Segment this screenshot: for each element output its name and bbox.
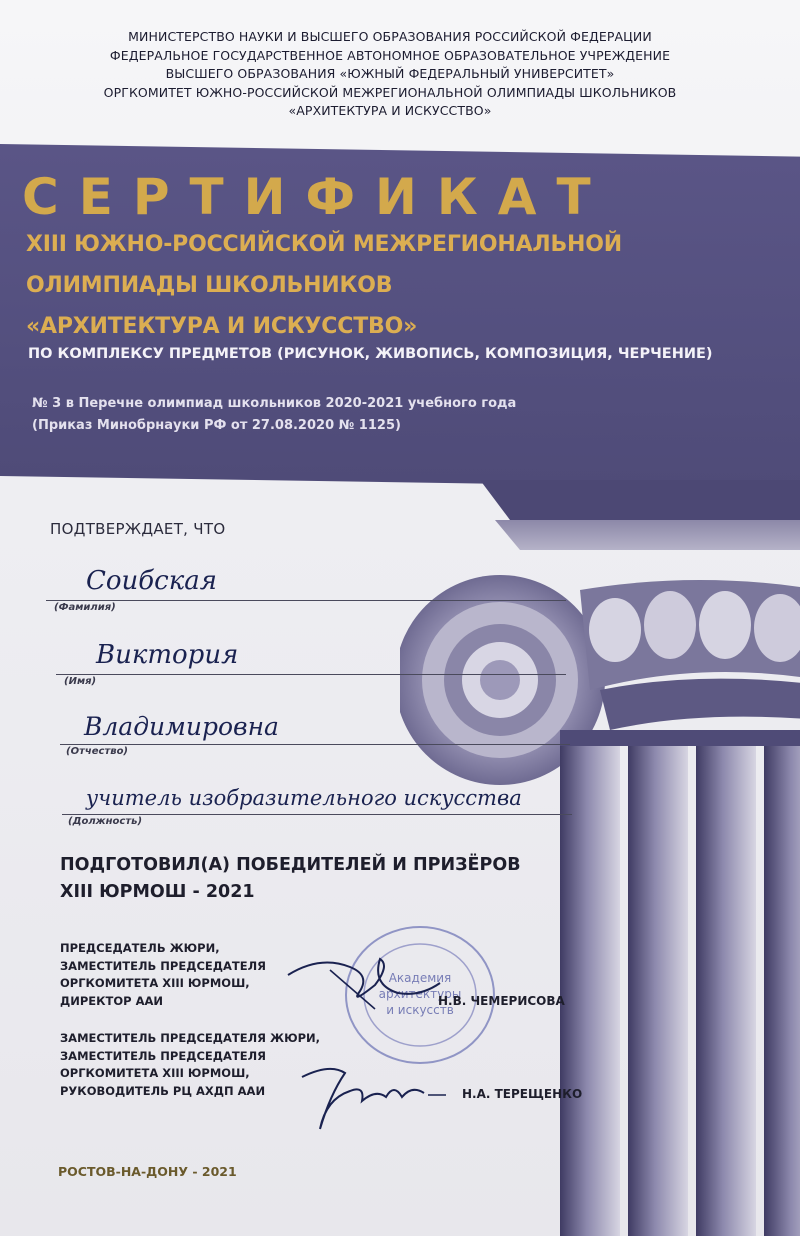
signatory-1-role (60, 940, 266, 1010)
stamp-line-2: архитектуры (378, 987, 462, 1001)
signature-2-handwritten (290, 1055, 450, 1135)
list-line-1: № 3 в Перечне олимпиад школьников 2020-2021 учебного года (32, 396, 517, 411)
signatory-2-role-line: ОРГКОМИТЕТА XIII ЮРМОШ, (60, 1066, 250, 1080)
signatory-2-role-line: РУКОВОДИТЕЛЬ РЦ АХДП ААИ (60, 1083, 266, 1098)
patronymic-caption: (Отчество) (66, 746, 129, 757)
signatory-1-role-line: ПРЕДСЕДАТЕЛЬ ЖЮРИ, (60, 941, 220, 955)
olympiad-line-1: XIII ЮЖНО-РОССИЙСКОЙ МЕЖРЕГИОНАЛЬНОЙ (26, 232, 622, 257)
olympiad-line-3: «АРХИТЕКТУРА И ИСКУССТВО» (26, 314, 418, 339)
issuer-header (30, 28, 750, 121)
prepared-line-2: XIII ЮРМОШ - 2021 (60, 882, 255, 902)
stamp-line-1: Академия (388, 971, 452, 985)
field-surname (46, 562, 566, 622)
subjects-line: ПО КОМПЛЕКСУ ПРЕДМЕТОВ (РИСУНОК, ЖИВОПИСЬ, КОМПОЗИЦИЯ, ЧЕРЧЕНИЕ) (28, 346, 713, 362)
olympiad-line-2: ОЛИМПИАДЫ ШКОЛЬНИКОВ (26, 273, 393, 298)
signatory-2-name: Н.А. ТЕРЕЩЕНКО (462, 1087, 583, 1101)
city-year: РОСТОВ-НА-ДОНУ - 2021 (58, 1164, 237, 1179)
list-line-2: (Приказ Минобрнауки РФ от 27.08.2020 № 1125) (32, 418, 401, 433)
surname-handwritten: Соибская (86, 566, 217, 596)
position-handwritten: учитель изобразительного искусства (86, 786, 522, 810)
header-line-ministry: МИНИСТЕРСТВО НАУКИ И ВЫСШЕГО ОБРАЗОВАНИЯ РОССИЙСКОЙ ФЕДЕРАЦИИ (128, 29, 652, 44)
field-position (62, 784, 572, 844)
patronymic-handwritten: Владимировна (84, 712, 279, 741)
signatory-2-role-line: ЗАМЕСТИТЕЛЬ ПРЕДСЕДАТЕЛЯ (60, 1048, 266, 1063)
signatory-1-name: Н.В. ЧЕМЕРИСОВА (438, 994, 565, 1008)
surname-caption: (Фамилия) (54, 602, 116, 613)
first-name-caption: (Имя) (64, 676, 97, 687)
stamp-line-3: и искусств (386, 1003, 454, 1017)
patronymic-underline (60, 744, 570, 745)
header-line-university: ВЫСШЕГО ОБРАЗОВАНИЯ «ЮЖНЫЙ ФЕДЕРАЛЬНЫЙ УНИВЕРСИТЕТ» (165, 66, 615, 81)
position-caption: (Должность) (68, 816, 143, 827)
signatory-1-role-line: ДИРЕКТОР ААИ (60, 993, 164, 1008)
prepared-statement (60, 852, 521, 906)
signatory-1-role-line: ЗАМЕСТИТЕЛЬ ПРЕДСЕДАТЕЛЯ (60, 958, 266, 973)
header-line-olympiad: «АРХИТЕКТУРА И ИСКУССТВО» (288, 103, 492, 118)
header-line-orgcommittee: ОРГКОМИТЕТ ЮЖНО-РОССИЙСКОЙ МЕЖРЕГИОНАЛЬНОЙ ОЛИМПИАДЫ ШКОЛЬНИКОВ (103, 84, 677, 100)
signatory-2-role (60, 1030, 320, 1100)
signature-1-handwritten (280, 945, 450, 1015)
header-line-institution-type: ФЕДЕРАЛЬНОЕ ГОСУДАРСТВЕННОЕ АВТОНОМНОЕ ОБРАЗОВАТЕЛЬНОЕ УЧРЕЖДЕНИЕ (109, 47, 671, 63)
first-name-handwritten: Виктория (96, 640, 239, 670)
position-underline (62, 814, 572, 815)
certificate-title: СЕРТИФИКАТ (22, 168, 611, 226)
field-patronymic (60, 710, 570, 770)
signatory-1-role-line: ОРГКОМИТЕТА XIII ЮРМОШ, (60, 976, 250, 990)
confirms-label: ПОДТВЕРЖДАЕТ, ЧТО (50, 520, 226, 538)
surname-underline (46, 600, 566, 601)
signatory-2-role-line: ЗАМЕСТИТЕЛЬ ПРЕДСЕДАТЕЛЯ ЖЮРИ, (60, 1031, 320, 1045)
field-first-name (56, 638, 566, 698)
first-name-underline (56, 674, 566, 675)
prepared-line-1: ПОДГОТОВИЛ(А) ПОБЕДИТЕЛЕЙ И ПРИЗЁРОВ (60, 855, 521, 875)
